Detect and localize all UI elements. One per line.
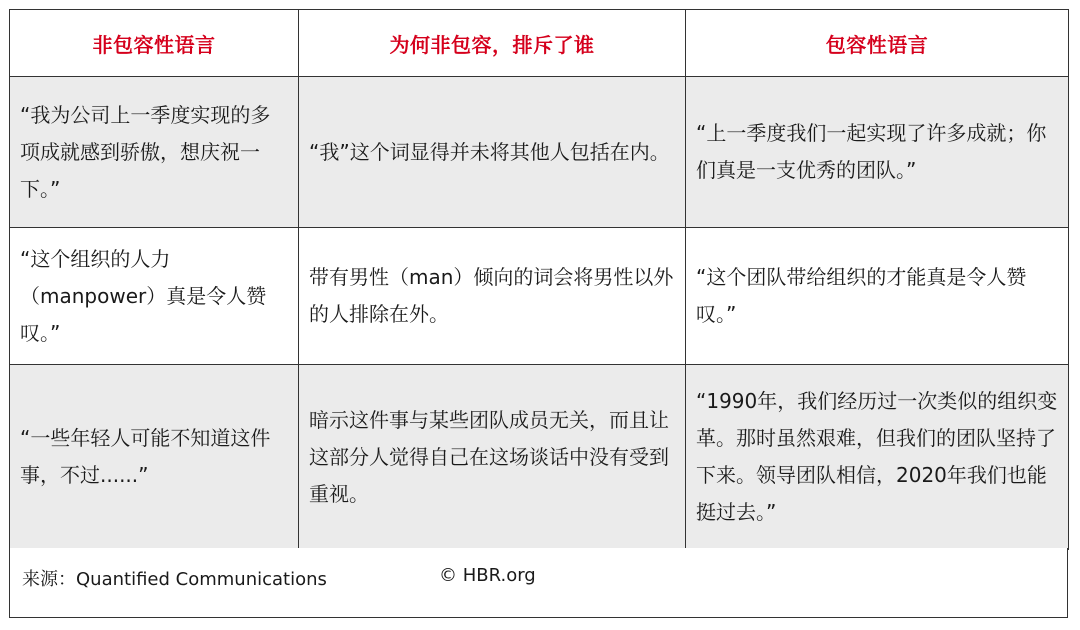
- table-row: [10, 365, 1069, 550]
- source-credit: 来源：Quantified Communications: [22, 569, 327, 590]
- cell-why: 带有男性（man）倾向的词会将男性以外的人排除在外。: [299, 228, 686, 365]
- cell-inclusive: “这个团队带给组织的才能真是令人赞叹。”: [686, 228, 1069, 365]
- cell-non-inclusive: “我为公司上一季度实现的多项成就感到骄傲，想庆祝一下。”: [10, 77, 299, 228]
- header-why: 为何非包容，排斥了谁: [299, 10, 686, 77]
- source-footer: [9, 548, 1068, 618]
- copyright-notice: © HBR.org: [439, 565, 536, 586]
- table-header-row: [10, 10, 1069, 77]
- table-row: [10, 228, 1069, 365]
- cell-inclusive: “1990年，我们经历过一次类似的组织变革。那时虽然艰难，但我们的团队坚持了下来。领导团队相信，2020年我们也能挺过去。”: [686, 365, 1069, 550]
- cell-non-inclusive: “一些年轻人可能不知道这件事，不过......”: [10, 365, 299, 550]
- cell-inclusive: “上一季度我们一起实现了许多成就；你们真是一支优秀的团队。”: [686, 77, 1069, 228]
- header-inclusive: 包容性语言: [686, 10, 1069, 77]
- header-non-inclusive: 非包容性语言: [10, 10, 299, 77]
- cell-why: 暗示这件事与某些团队成员无关，而且让这部分人觉得自己在这场谈话中没有受到重视。: [299, 365, 686, 550]
- cell-non-inclusive: “这个组织的人力（manpower）真是令人赞叹。”: [10, 228, 299, 365]
- table-row: [10, 77, 1069, 228]
- cell-why: “我”这个词显得并未将其他人包括在内。: [299, 77, 686, 228]
- comparison-table: [9, 9, 1069, 550]
